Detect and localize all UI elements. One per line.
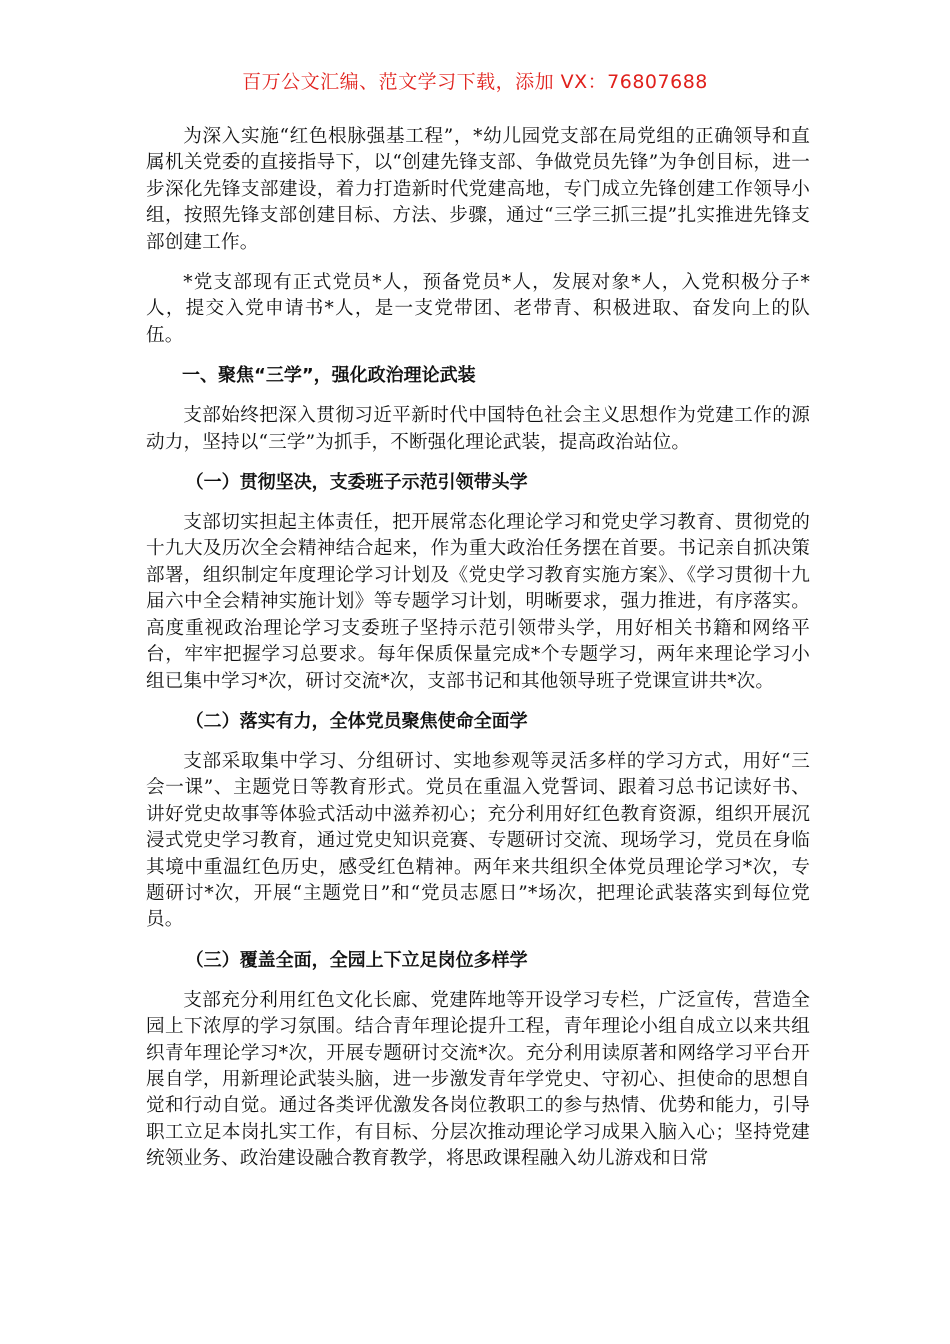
members-paragraph: *党支部现有正式党员*人，预备党员*人，发展对象*人，入党积极分子*人，提交入党申请书*人，是一支党带团、老带青、积极进取、奋发向上的队伍。 — [146, 272, 810, 346]
section-1-heading: 一、聚焦“三学”，强化政治理论武装 — [182, 365, 476, 387]
download-banner: 百万公文汇编、范文学习下载，添加 VX：76807688 — [242, 71, 708, 93]
subsection-1-heading: （一）贯彻坚决，支委班子示范引领带头学 — [185, 472, 528, 494]
subsection-3-body: 支部充分利用红色文化长廊、党建阵地等开设学习专栏，广泛宣传，营造全园上下浓厚的学习氛围。结合青年理论提升工程，青年理论小组自成立以来共组织青年理论学习*次，开展专题研讨交流*次。充分利用读原著和网络学习平台开展自学，用新理论武装头脑，进一步激发青年学党史、守初心、担使命的思想自觉和行动自觉。通过各类评优激发各岗位教职工的参与热情、优势和能力，引导职工立足本岗扎实工作，有目标、分层次推动理论学习成果入脑入心；坚持党建统领业务、政治建设融合教育教学，将思政课程融入幼儿游戏和日常 — [146, 989, 810, 1170]
section-1-intro: 支部始终把深入贯彻习近平新时代中国特色社会主义思想作为党建工作的源动力，坚持以“三学”为抓手，不断强化理论武装，提高政治站位。 — [146, 405, 810, 453]
subsection-3-heading: （三）覆盖全面，全园上下立足岗位多样学 — [185, 949, 528, 971]
subsection-2-heading: （二）落实有力，全体党员聚焦使命全面学 — [185, 710, 528, 732]
subsection-2-body: 支部采取集中学习、分组研讨、实地参观等灵活多样的学习方式，用好“三会一课”、主题党日等教育形式。党员在重温入党誓词、跟着习总书记读好书、讲好党史故事等体验式活动中滋养初心；充分利用好红色教育资源，组织开展沉浸式党史学习教育，通过党史知识竞赛、专题研讨交流、现场学习，党员在身临其境中重温红色历史，感受红色精神。两年来共组织全体党员理论学习*次，专题研讨*次，开展“主题党日”和“党员志愿日”*场次，把理论武装落实到每位党员。 — [146, 750, 810, 931]
subsection-1-body: 支部切实担起主体责任，把开展常态化理论学习和党史学习教育、贯彻党的十九大及历次全会精神结合起来，作为重大政治任务摆在首要。书记亲自抓决策部署，组织制定年度理论学习计划及《党史学习教育实施方案》、《学习贯彻十九届六中全会精神实施计划》等专题学习计划，明晰要求，强力推进，有序落实。高度重视政治理论学习支委班子坚持示范引领带头学，用好相关书籍和网络平台，牢牢把握学习总要求。每年保质保量完成*个专题学习，两年来理论学习小组已集中学习*次，研讨交流*次，支部书记和其他领导班子党课宣讲共*次。 — [146, 512, 810, 692]
document-body — [146, 124, 810, 1187]
intro-paragraph: 为深入实施“红色根脉强基工程”，*幼儿园党支部在局党组的正确领导和直属机关党委的直接指导下，以“创建先锋支部、争做党员先锋”为争创目标，进一步深化先锋支部建设，着力打造新时代党建高地，专门成立先锋创建工作领导小组，按照先锋支部创建目标、方法、步骤，通过“三学三抓三提”扎实推进先锋支部创建工作。 — [146, 126, 810, 253]
